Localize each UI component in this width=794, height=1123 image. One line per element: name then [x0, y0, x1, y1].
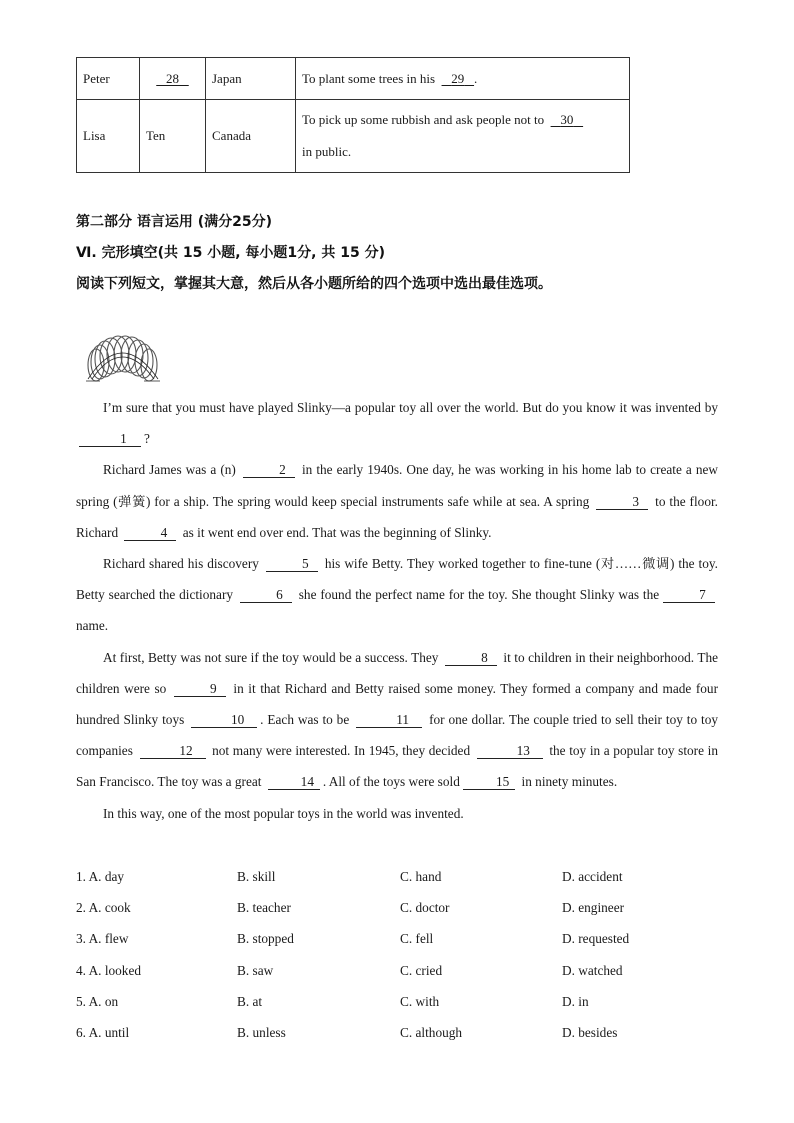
activity-cell: To plant some trees in his 29 . — [296, 58, 630, 100]
blank-2: 2 — [243, 462, 295, 478]
blank-28: 28 — [166, 70, 179, 86]
paragraph-2: Richard James was a (n) 2 in the early 1940s. One day, he was working in his home lab to create a new spring (弹簧) for a ship. The spring would keep special instruments safe while at sea. A spring 3 to the floor. Richard 4 as it went end over end. That was the beginning of Slinky. — [76, 462, 718, 540]
options-list — [76, 861, 726, 1048]
option-a: 4. A. looked — [76, 962, 142, 978]
blank-12: 12 — [140, 743, 206, 759]
age-cell — [140, 58, 206, 100]
option-row-3 — [76, 923, 726, 954]
info-table — [76, 57, 630, 173]
blank-30: 30 — [560, 112, 574, 127]
option-c: C. doctor — [400, 900, 450, 916]
option-c: C. although — [400, 1024, 463, 1040]
section-heading: Ⅵ. 完形填空(共 15 小题, 每小题1分, 共 15 分) — [76, 245, 385, 261]
part-heading: 第二部分 语言运用 (满分25分) — [76, 214, 273, 230]
option-b: B. unless — [237, 1024, 286, 1040]
blank-29: 29 — [451, 70, 465, 86]
age-cell: Ten — [140, 100, 206, 173]
blank-10: 10 — [191, 712, 257, 728]
table-row — [77, 58, 630, 100]
option-a: 2. A. cook — [76, 900, 131, 916]
option-row-2 — [76, 892, 726, 923]
blank-1: 1 — [79, 431, 141, 447]
option-row-1 — [76, 861, 726, 892]
blank-6: 6 — [240, 587, 292, 603]
option-a: 1. A. day — [76, 869, 125, 884]
option-row-4 — [76, 955, 726, 986]
option-a: 6. A. until — [76, 1024, 130, 1040]
blank-11: 11 — [356, 712, 422, 728]
passage — [76, 392, 718, 829]
activity-cell: To pick up some rubbish and ask people not to 30 in public. — [296, 100, 630, 173]
option-b: B. saw — [237, 962, 274, 978]
option-d: D. engineer — [562, 900, 625, 916]
table-row — [77, 100, 630, 173]
instruction-text: 阅读下列短文，掌握其大意，然后从各小题所给的四个选项中选出最佳选项。 — [76, 276, 552, 292]
blank-5: 5 — [266, 556, 318, 572]
option-row-5 — [76, 986, 726, 1017]
blank-8: 8 — [445, 650, 497, 666]
option-d: D. watched — [562, 962, 623, 978]
blank-7: 7 — [663, 587, 715, 603]
blank-3: 3 — [596, 494, 648, 510]
option-c: C. cried — [400, 962, 443, 978]
option-b: B. at — [237, 993, 263, 1009]
name-cell: Peter — [77, 58, 140, 100]
paragraph-1: I’m sure that you must have played Slinky—a popular toy all over the world. But do you know it was invented by 1 ? — [76, 392, 718, 454]
option-b: B. teacher — [237, 900, 291, 916]
blank-4: 4 — [124, 525, 176, 541]
option-c: C. fell — [400, 931, 434, 947]
blank-15: 15 — [463, 774, 515, 790]
blank-9: 9 — [174, 681, 226, 697]
slinky-picture — [78, 335, 166, 385]
option-d: D. requested — [562, 931, 630, 947]
option-a: 3. A. flew — [76, 931, 129, 947]
paragraph-5: In this way, one of the most popular toys in the world was invented. — [103, 805, 464, 821]
blank-14: 14 — [268, 774, 320, 790]
option-c: C. with — [400, 993, 440, 1009]
option-b: B. skill — [237, 869, 276, 884]
country-cell: Canada — [206, 100, 296, 173]
option-d: D. besides — [562, 1024, 618, 1040]
option-a: 5. A. on — [76, 993, 119, 1009]
name-cell: Lisa — [77, 100, 140, 173]
option-d: D. accident — [562, 869, 623, 884]
option-d: D. in — [562, 993, 589, 1009]
option-c: C. hand — [400, 869, 442, 884]
option-b: B. stopped — [237, 931, 294, 947]
option-row-6 — [76, 1017, 726, 1048]
paragraph-3: Richard shared his discovery 5 his wife Betty. They worked together to fine-tune (对……微调) the toy. Betty searched the dictionary 6 she found the perfect name for the toy. She thought Slinky was the 7 name. — [76, 556, 718, 634]
blank-13: 13 — [477, 743, 543, 759]
country-cell: Japan — [206, 58, 296, 100]
paragraph-4: At first, Betty was not sure if the toy would be a success. They 8 it to children in their neighborhood. The children were so 9 in it that Richard and Betty raised some money. They formed a company and made four hundred Slinky toys 10 . Each was to be 11 for one dollar. The couple tried to sell their toy to toy companies 12 not many were interested. In 1945, they decided 13 the toy in a popular toy store in San Francisco. The toy was a great 14 . All of the toys were sold 15 in ninety minutes. — [76, 649, 719, 790]
